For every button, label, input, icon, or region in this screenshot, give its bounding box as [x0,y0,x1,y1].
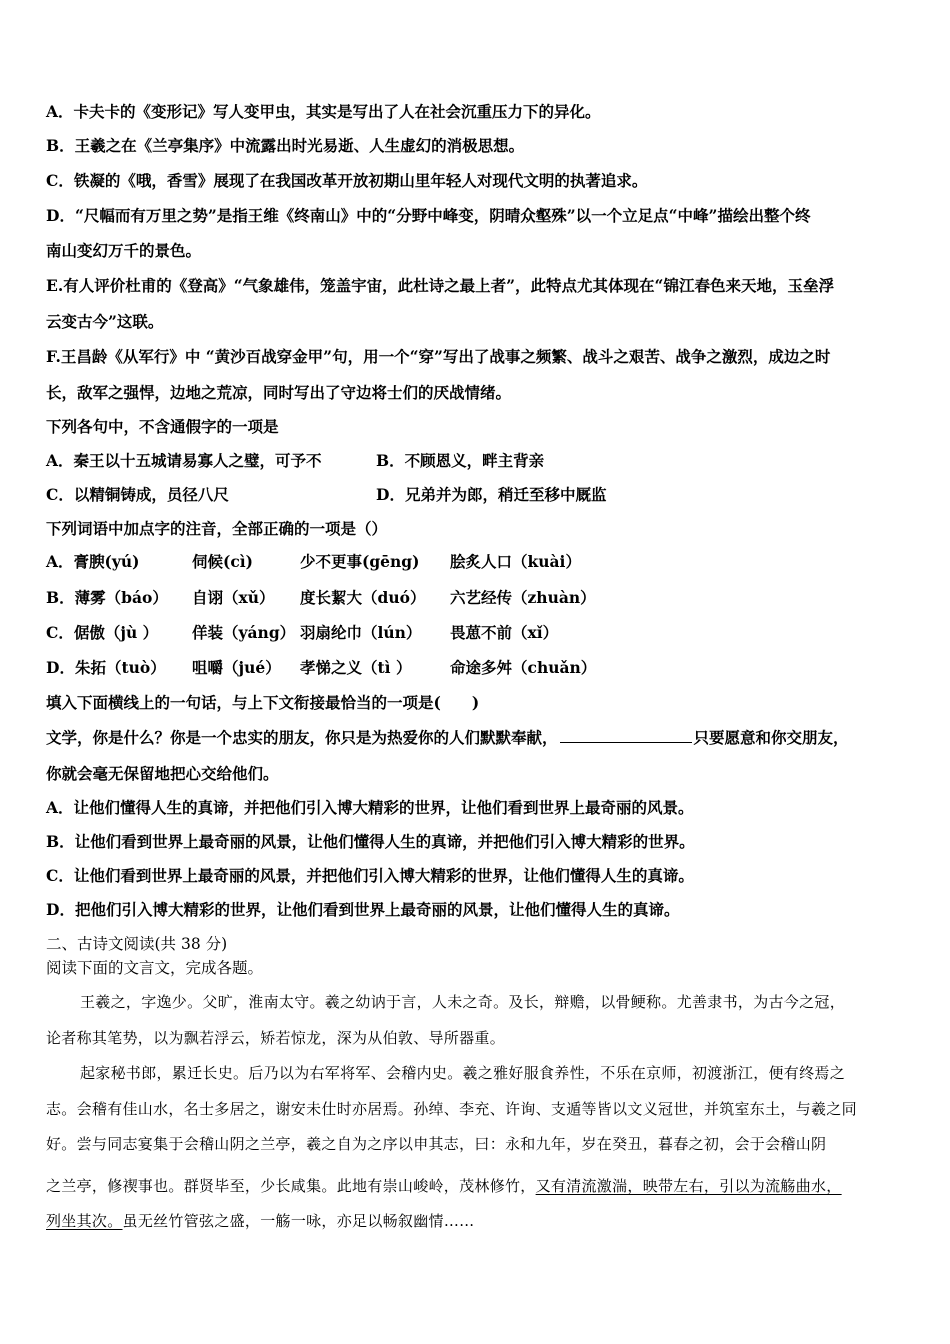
answer-blank [560,728,692,743]
option-d-literature-line2: 南山变幻万千的景色。 [46,241,202,260]
classical-p1-line1: 王羲之，字逸少。父旷，淮南太守。羲之幼讷于言，人未之奇。及长，辩赡，以骨鲠称。尤善隶书，为古今之冠， [80,993,846,1011]
pinyin-row-b-item3: 度长絜大（duó） [300,588,426,607]
pinyin-question-stem: 下列词语中加点字的注音，全部正确的一项是（） [46,519,388,538]
section-title: 二、古诗文阅读(共 38 分) [46,935,228,953]
fill-passage-line2: 你就会毫无保留地把心交给他们。 [46,764,279,783]
tongjia-question-stem: 下列各句中，不含通假字的一项是 [46,417,279,436]
option-c-literature: C．铁凝的《哦，香雪》展现了在我国改革开放初期山里年轻人对现代文明的执著追求。 [46,171,648,190]
underlined-sentence-part2: 列坐其次。 [46,1212,123,1230]
pinyin-row-b-item4: 六艺经传（zhuàn） [450,588,596,607]
classical-p2-line5-plain: 虽无丝竹管弦之盛，一觞一咏，亦足以畅叙幽情…… [122,1212,475,1230]
option-a-literature: A．卡夫卡的《变形记》写人变甲虫，其实是写出了人在社会沉重压力下的异化。 [46,102,601,121]
option-e-literature-line2: 云变古今”这联。 [46,312,164,331]
pinyin-row-d-item4: 命途多舛（chuǎn） [450,658,597,677]
fill-question-stem: 填入下面横线上的一句话，与上下文衔接最恰当的一项是( ) [46,693,480,712]
fill-option-c: C．让他们看到世界上最奇丽的风景，并把他们引入博大精彩的世界，让他们懂得人生的真谛。 [46,866,694,885]
fill-passage-line1 [46,728,849,748]
classical-p1-line2: 论者称其笔势，以为飘若浮云，矫若惊龙，深为从伯敦、导所器重。 [46,1029,506,1047]
option-d-literature-line1: D．“尺幅而有万里之势”是指王维《终南山》中的“分野中峰变，阴晴众壑殊”以一个立足点“中峰”描绘出整个终 [46,206,811,225]
pinyin-row-b-item1: B．薄雾（báo） [46,588,168,607]
pinyin-row-c-item3: 羽扇纶巾（lún） [300,623,422,642]
tongjia-option-c: C．以精铜铸成，员径八尺 [46,485,229,504]
classical-p2-line1: 起家秘书郎，累迁长史。后乃以为右军将军、会稽内史。羲之雅好服食养性，不乐在京师，初渡浙江，便有终焉之 [80,1064,846,1082]
classical-p2-line4 [46,1176,842,1196]
pinyin-row-a-item1: A．膏腴(yú) [46,552,140,571]
pinyin-row-c-item4: 畏葸不前（xǐ） [450,623,559,642]
underlined-sentence-part1: 又有清流激湍，映带左右，引以为流觞曲水， [535,1177,842,1195]
fill-passage-part1: 文学，你是什么？你是一个忠实的朋友，你只是为热爱你的人们默默奉献， [46,728,558,747]
fill-passage-part2: 只要愿意和你交朋友， [693,728,849,747]
pinyin-row-a-item3: 少不更事(gēng) [300,552,420,571]
tongjia-option-d: D．兄弟并为郎，稍迁至移中厩监 [376,485,607,504]
classical-p2-line2: 志。会稽有佳山水，名士多居之，谢安未仕时亦居焉。孙绰、李充、许询、支遁等皆以文义冠世，并筑室东土，与羲之同 [46,1100,857,1118]
pinyin-row-d-item1: D．朱拓（tuò） [46,658,166,677]
option-e-literature-line1: E.有人评价杜甫的《登高》“气象雄伟，笼盖宇宙，此杜诗之最上者”，此特点尤其体现在“锦江春色来天地，玉垒浮 [46,276,834,295]
tongjia-option-b: B．不顾恩义，畔主背亲 [376,451,545,470]
tongjia-option-a: A．秦王以十五城请易寡人之璧，可予不 [46,451,322,470]
pinyin-row-c-item1: C．倨傲（jù ） [46,623,159,642]
option-f-literature-line2: 长，敌军之强悍，边地之荒凉，同时写出了守边将士们的厌战情绪。 [46,383,512,402]
fill-option-d: D．把他们引入博大精彩的世界，让他们看到世界上最奇丽的风景，让他们懂得人生的真谛。 [46,900,680,919]
pinyin-row-b-item2: 自诩（xǔ） [192,588,275,607]
pinyin-row-d-item3: 孝悌之义（tì ） [300,658,412,677]
section-instruction: 阅读下面的文言文，完成各题。 [46,959,264,977]
fill-option-b: B．让他们看到世界上最奇丽的风景，让他们懂得人生的真谛，并把他们引入博大精彩的世界。 [46,832,695,851]
classical-p2-line4-plain: 之兰亭，修禊事也。群贤毕至，少长咸集。此地有崇山峻岭，茂林修竹， [46,1177,536,1195]
pinyin-row-c-item2: 佯装（yáng） [192,623,296,642]
option-f-literature-line1: F.王昌龄《从军行》中 “黄沙百战穿金甲”句，用一个“穿”写出了战事之频繁、战斗之艰苦、战争之激烈，成边之时 [46,347,831,366]
pinyin-row-a-item2: 伺候(cì) [192,552,253,571]
option-b-literature: B．王羲之在《兰亭集序》中流露出时光易逝、人生虚幻的消极思想。 [46,136,525,155]
classical-p2-line3: 好。尝与同志宴集于会稽山阴之兰亭，羲之自为之序以申其志，曰：永和九年，岁在癸丑，暮春之初，会于会稽山阴 [46,1135,827,1153]
pinyin-row-a-item4: 脍炙人口（kuài） [450,552,581,571]
fill-option-a: A．让他们懂得人生的真谛，并把他们引入博大精彩的世界，让他们看到世界上最奇丽的风景。 [46,798,694,817]
pinyin-row-d-item2: 咀嚼（jué） [192,658,281,677]
classical-p2-line5 [46,1211,474,1231]
